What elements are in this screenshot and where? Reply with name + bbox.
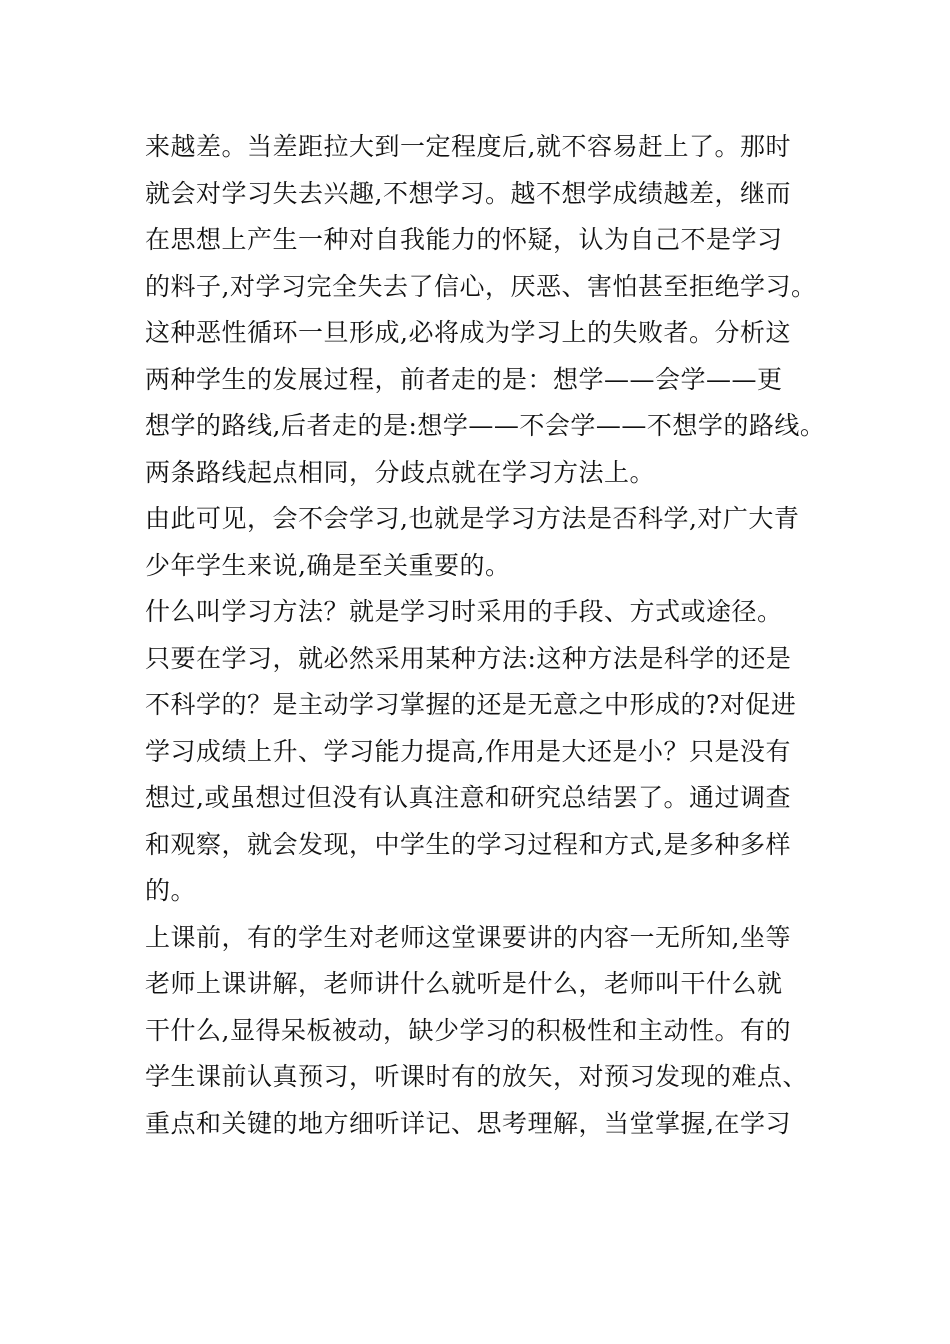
text-line: 的。	[145, 876, 197, 905]
text-line: 在思想上产生一种对自我能力的怀疑，认为自己不是学习	[145, 225, 783, 254]
text-line: 想过,或虽想过但没有认真注意和研究总结罢了。通过调查	[145, 783, 791, 812]
text-line: 少年学生来说,确是至关重要的。	[145, 550, 511, 580]
text-line: 这种恶性循环一旦形成,必将成为学习上的失败者。分析这	[145, 318, 791, 347]
text-line: 两种学生的发展过程，前者走的是：想学——会学——更	[145, 364, 783, 394]
text-line: 就会对学习失去兴趣,不想学习。越不想学成绩越差，继而	[145, 178, 791, 208]
text-line: 重点和关键的地方细听详记、思考理解，当堂掌握,在学习	[145, 1108, 791, 1138]
body-text	[145, 124, 825, 1147]
text-line: 的料子,对学习完全失去了信心，厌恶、害怕甚至拒绝学习。	[145, 271, 817, 301]
text-line: 两条路线起点相同，分歧点就在学习方法上。	[145, 457, 656, 487]
text-line: 来越差。当差距拉大到一定程度后,就不容易赶上了。那时	[145, 132, 791, 161]
text-line: 干什么,显得呆板被动，缺少学习的积极性和主动性。有的	[145, 1015, 791, 1045]
text-line: 什么叫学习方法？就是学习时采用的手段、方式或途径。	[145, 597, 783, 626]
text-line: 想学的路线,后者走的是:想学——不会学——不想学的路线。	[145, 411, 826, 440]
text-line: 和观察，就会发现，中学生的学习过程和方式,是多种多样	[145, 829, 791, 859]
text-line: 学习成绩上升、学习能力提高,作用是大还是小？只是没有	[145, 736, 791, 766]
text-line: 不科学的？是主动学习掌握的还是无意之中形成的?对促进	[145, 690, 797, 719]
text-line: 由此可见，会不会学习,也就是学习方法是否科学,对广大青	[145, 504, 800, 533]
text-line: 只要在学习，就必然采用某种方法:这种方法是科学的还是	[145, 643, 792, 673]
text-line: 学生课前认真预习，听课时有的放矢，对预习发现的难点、	[145, 1062, 809, 1091]
text-line: 老师上课讲解，老师讲什么就听是什么，老师叫干什么就	[145, 969, 783, 998]
text-line: 上课前，有的学生对老师这堂课要讲的内容一无所知,坐等	[145, 922, 791, 952]
